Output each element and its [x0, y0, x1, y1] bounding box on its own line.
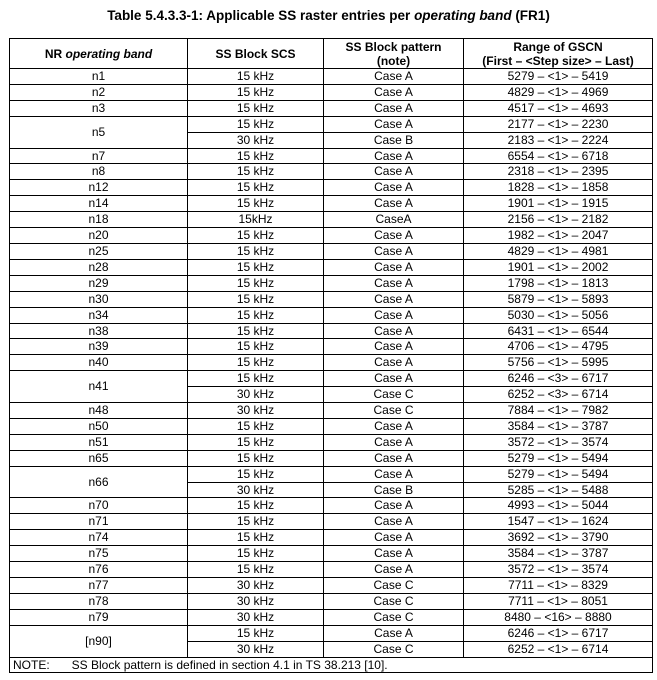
table-row — [10, 164, 653, 180]
table-row — [10, 69, 653, 85]
band-cell: n66 — [10, 466, 188, 498]
pattern-cell: Case A — [324, 498, 464, 514]
band-cell: n2 — [10, 84, 188, 100]
table-row — [10, 530, 653, 546]
table-row — [10, 228, 653, 244]
scs-cell: 15 kHz — [188, 275, 324, 291]
table-row — [10, 562, 653, 578]
gscn-cell: 7711 – <1> – 8051 — [464, 593, 653, 609]
scs-cell: 15 kHz — [188, 291, 324, 307]
scs-cell: 15 kHz — [188, 466, 324, 482]
gscn-cell: 2318 – <1> – 2395 — [464, 164, 653, 180]
pattern-cell: Case A — [324, 434, 464, 450]
gscn-cell: 6431 – <1> – 6544 — [464, 323, 653, 339]
scs-cell: 15 kHz — [188, 371, 324, 387]
gscn-cell: 1901 – <1> – 2002 — [464, 259, 653, 275]
table-row — [10, 275, 653, 291]
band-cell: n3 — [10, 100, 188, 116]
band-cell: n7 — [10, 148, 188, 164]
header-gscn: Range of GSCN (First – <Step size> – Last) — [464, 39, 653, 69]
pattern-cell: Case C — [324, 609, 464, 625]
table-row — [10, 243, 653, 259]
pattern-cell: Case A — [324, 116, 464, 132]
table-caption — [0, 7, 657, 25]
scs-cell: 15 kHz — [188, 339, 324, 355]
pattern-cell: Case A — [324, 562, 464, 578]
gscn-cell: 5030 – <1> – 5056 — [464, 307, 653, 323]
table-row — [10, 307, 653, 323]
table-row — [10, 609, 653, 625]
table-row — [10, 371, 653, 387]
scs-cell: 15 kHz — [188, 562, 324, 578]
scs-cell: 30 kHz — [188, 132, 324, 148]
gscn-cell: 5279 – <1> – 5494 — [464, 450, 653, 466]
note-row — [10, 657, 653, 673]
band-cell: n39 — [10, 339, 188, 355]
gscn-cell: 1982 – <1> – 2047 — [464, 228, 653, 244]
band-cell: n71 — [10, 514, 188, 530]
scs-cell: 15 kHz — [188, 546, 324, 562]
band-cell: n34 — [10, 307, 188, 323]
table-row — [10, 100, 653, 116]
band-cell: n65 — [10, 450, 188, 466]
gscn-cell: 5879 – <1> – 5893 — [464, 291, 653, 307]
scs-cell: 15 kHz — [188, 323, 324, 339]
pattern-cell: Case A — [324, 164, 464, 180]
header-band: NR operating band — [10, 39, 188, 69]
pattern-cell: Case A — [324, 84, 464, 100]
pattern-cell: Case A — [324, 100, 464, 116]
table-row — [10, 323, 653, 339]
caption-suffix: (FR1) — [511, 8, 550, 23]
scs-cell: 15 kHz — [188, 180, 324, 196]
pattern-cell: Case A — [324, 259, 464, 275]
pattern-cell: Case A — [324, 196, 464, 212]
header-pattern: SS Block pattern (note) — [324, 39, 464, 69]
gscn-cell: 7711 – <1> – 8329 — [464, 578, 653, 594]
pattern-cell: Case A — [324, 291, 464, 307]
scs-cell: 30 kHz — [188, 387, 324, 403]
caption-prefix: Table 5.4.3.3-1: Applicable SS raster entries per — [107, 8, 415, 23]
gscn-cell: 6554 – <1> – 6718 — [464, 148, 653, 164]
scs-cell: 15 kHz — [188, 450, 324, 466]
band-cell: n14 — [10, 196, 188, 212]
band-cell: n40 — [10, 355, 188, 371]
scs-cell: 15 kHz — [188, 434, 324, 450]
note-label: NOTE: — [13, 657, 50, 672]
table-row — [10, 196, 653, 212]
scs-cell: 15 kHz — [188, 530, 324, 546]
pattern-cell: Case A — [324, 466, 464, 482]
gscn-cell: 1547 – <1> – 1624 — [464, 514, 653, 530]
band-cell: n38 — [10, 323, 188, 339]
table-row — [10, 259, 653, 275]
table-body — [10, 69, 653, 658]
band-cell: n28 — [10, 259, 188, 275]
pattern-cell: Case A — [324, 148, 464, 164]
band-cell: n20 — [10, 228, 188, 244]
pattern-cell: Case A — [324, 514, 464, 530]
gscn-cell: 6252 – <1> – 6714 — [464, 641, 653, 657]
scs-cell: 15 kHz — [188, 69, 324, 85]
pattern-cell: Case A — [324, 339, 464, 355]
pattern-cell: Case A — [324, 418, 464, 434]
gscn-cell: 3572 – <1> – 3574 — [464, 434, 653, 450]
table-row — [10, 498, 653, 514]
gscn-cell: 3692 – <1> – 3790 — [464, 530, 653, 546]
gscn-cell: 3584 – <1> – 3787 — [464, 418, 653, 434]
pattern-cell: Case A — [324, 307, 464, 323]
band-cell: n70 — [10, 498, 188, 514]
gscn-cell: 6246 – <1> – 6717 — [464, 625, 653, 641]
gscn-cell: 4829 – <1> – 4969 — [464, 84, 653, 100]
header-row — [10, 39, 653, 69]
pattern-cell: Case A — [324, 243, 464, 259]
band-cell: n8 — [10, 164, 188, 180]
scs-cell: 15 kHz — [188, 100, 324, 116]
scs-cell: 15 kHz — [188, 625, 324, 641]
table-row — [10, 84, 653, 100]
scs-cell: 15 kHz — [188, 259, 324, 275]
band-cell: [n90] — [10, 625, 188, 657]
band-cell: n5 — [10, 116, 188, 148]
pattern-cell: CaseA — [324, 212, 464, 228]
scs-cell: 15 kHz — [188, 228, 324, 244]
band-cell: n25 — [10, 243, 188, 259]
band-cell: n77 — [10, 578, 188, 594]
scs-cell: 15 kHz — [188, 418, 324, 434]
table-row — [10, 291, 653, 307]
table-row — [10, 450, 653, 466]
band-cell: n76 — [10, 562, 188, 578]
pattern-cell: Case C — [324, 387, 464, 403]
gscn-cell: 2156 – <1> – 2182 — [464, 212, 653, 228]
gscn-cell: 6252 – <3> – 6714 — [464, 387, 653, 403]
gscn-cell: 7884 – <1> – 7982 — [464, 403, 653, 419]
gscn-cell: 6246 – <3> – 6717 — [464, 371, 653, 387]
scs-cell: 15kHz — [188, 212, 324, 228]
pattern-cell: Case C — [324, 578, 464, 594]
gscn-cell: 3584 – <1> – 3787 — [464, 546, 653, 562]
pattern-cell: Case C — [324, 593, 464, 609]
band-cell: n50 — [10, 418, 188, 434]
scs-cell: 15 kHz — [188, 307, 324, 323]
pattern-cell: Case B — [324, 132, 464, 148]
table-row — [10, 578, 653, 594]
scs-cell: 15 kHz — [188, 148, 324, 164]
scs-cell: 15 kHz — [188, 243, 324, 259]
scs-cell: 15 kHz — [188, 116, 324, 132]
band-cell: n74 — [10, 530, 188, 546]
band-cell: n30 — [10, 291, 188, 307]
pattern-cell: Case A — [324, 546, 464, 562]
pattern-cell: Case A — [324, 228, 464, 244]
gscn-cell: 1798 – <1> – 1813 — [464, 275, 653, 291]
band-cell: n79 — [10, 609, 188, 625]
band-cell: n41 — [10, 371, 188, 403]
band-cell: n12 — [10, 180, 188, 196]
band-cell: n75 — [10, 546, 188, 562]
scs-cell: 15 kHz — [188, 498, 324, 514]
pattern-cell: Case A — [324, 450, 464, 466]
note-text: SS Block pattern is defined in section 4.1 in TS 38.213 [10]. — [71, 657, 388, 672]
gscn-cell: 4829 – <1> – 4981 — [464, 243, 653, 259]
table-row — [10, 180, 653, 196]
table-note — [10, 657, 653, 673]
scs-cell: 30 kHz — [188, 482, 324, 498]
table-row — [10, 514, 653, 530]
table-row — [10, 546, 653, 562]
pattern-cell: Case A — [324, 530, 464, 546]
band-cell: n78 — [10, 593, 188, 609]
table-row — [10, 434, 653, 450]
pattern-cell: Case A — [324, 180, 464, 196]
gscn-cell: 4706 – <1> – 4795 — [464, 339, 653, 355]
scs-cell: 30 kHz — [188, 641, 324, 657]
table-row — [10, 625, 653, 641]
band-cell: n48 — [10, 403, 188, 419]
gscn-cell: 2183 – <1> – 2224 — [464, 132, 653, 148]
scs-cell: 15 kHz — [188, 84, 324, 100]
gscn-cell: 5756 – <1> – 5995 — [464, 355, 653, 371]
table-row — [10, 418, 653, 434]
gscn-cell: 4993 – <1> – 5044 — [464, 498, 653, 514]
table-row — [10, 116, 653, 132]
band-cell: n18 — [10, 212, 188, 228]
pattern-cell: Case A — [324, 371, 464, 387]
gscn-cell: 1828 – <1> – 1858 — [464, 180, 653, 196]
gscn-cell: 5279 – <1> – 5494 — [464, 466, 653, 482]
table-row — [10, 148, 653, 164]
header-scs: SS Block SCS — [188, 39, 324, 69]
scs-cell: 15 kHz — [188, 164, 324, 180]
scs-cell: 30 kHz — [188, 578, 324, 594]
pattern-cell: Case A — [324, 355, 464, 371]
pattern-cell: Case A — [324, 69, 464, 85]
scs-cell: 15 kHz — [188, 355, 324, 371]
gscn-cell: 2177 – <1> – 2230 — [464, 116, 653, 132]
scs-cell: 15 kHz — [188, 196, 324, 212]
table-row — [10, 593, 653, 609]
table-row — [10, 212, 653, 228]
band-cell: n1 — [10, 69, 188, 85]
scs-cell: 15 kHz — [188, 514, 324, 530]
pattern-cell: Case C — [324, 403, 464, 419]
gscn-cell: 5279 – <1> – 5419 — [464, 69, 653, 85]
gscn-cell: 1901 – <1> – 1915 — [464, 196, 653, 212]
pattern-cell: Case B — [324, 482, 464, 498]
scs-cell: 30 kHz — [188, 403, 324, 419]
pattern-cell: Case C — [324, 641, 464, 657]
scs-cell: 30 kHz — [188, 609, 324, 625]
band-cell: n29 — [10, 275, 188, 291]
pattern-cell: Case A — [324, 323, 464, 339]
scs-cell: 30 kHz — [188, 593, 324, 609]
caption-italic: operating band — [414, 8, 512, 23]
table-row — [10, 466, 653, 482]
table-row — [10, 355, 653, 371]
band-cell: n51 — [10, 434, 188, 450]
pattern-cell: Case A — [324, 625, 464, 641]
table-row — [10, 339, 653, 355]
pattern-cell: Case A — [324, 275, 464, 291]
ss-raster-table — [9, 38, 653, 673]
gscn-cell: 5285 – <1> – 5488 — [464, 482, 653, 498]
gscn-cell: 3572 – <1> – 3574 — [464, 562, 653, 578]
gscn-cell: 8480 – <16> – 8880 — [464, 609, 653, 625]
table-row — [10, 403, 653, 419]
gscn-cell: 4517 – <1> – 4693 — [464, 100, 653, 116]
